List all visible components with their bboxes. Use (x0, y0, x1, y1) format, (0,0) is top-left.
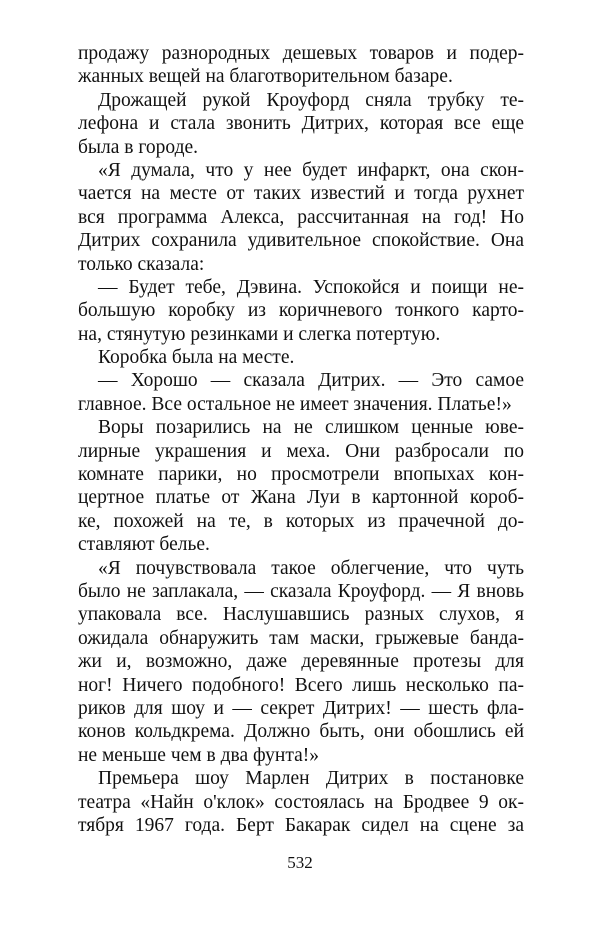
text-line: ке, похожей на те, в которых из прачечной до- (78, 510, 524, 532)
text-line: жи и, возможно, даже деревянные протезы для (78, 651, 524, 673)
text-line: «Я почувствовала такое облегчение, что чуть (98, 557, 524, 579)
text-line: лефона и стала звонить Дитрих, которая все еще (78, 113, 524, 135)
text-line: тября 1967 года. Берт Бакарак сидел на сцене за (78, 814, 524, 836)
page-number: 532 (287, 853, 313, 872)
text-line: — Хорошо — сказала Дитрих. — Это самое (98, 370, 524, 392)
text-line: на, стянутую резинками и слегка потертую. (78, 323, 441, 345)
paragraph-5 (78, 346, 524, 369)
text-line: — Будет тебе, Дэвина. Успокойся и поищи не- (98, 276, 524, 298)
text-line: Премьера шоу Марлен Дитрих в постановке (98, 768, 524, 790)
text-line: была в городе. (78, 136, 199, 158)
paragraph-6 (78, 369, 524, 416)
text-line: ожидала обнаружить там маски, грыжевые банда- (78, 627, 524, 649)
text-line: Воры позарились на не слишком ценные юве- (98, 417, 524, 439)
text-line: театра «Найн о'клок» состоялась на Бродвее 9 ок- (78, 791, 524, 813)
text-line: чается на месте от таких известий и тогда рухнет (78, 183, 524, 205)
paragraph-2 (78, 89, 524, 159)
text-line: только сказала: (78, 253, 205, 275)
paragraph-9 (78, 767, 524, 837)
paragraph-8 (78, 557, 524, 768)
text-line: не меньше чем в два фунта!» (78, 744, 319, 766)
text-line: вся программа Алекса, рассчитанная на год! Но (78, 206, 524, 228)
text-line: продажу разнородных дешевых товаров и подер- (78, 43, 524, 64)
paragraph-7 (78, 416, 524, 556)
paragraph-3 (78, 159, 524, 276)
text-line: конов кольдкрема. Должно быть, они обошлись ей (78, 721, 524, 743)
paragraph-4 (78, 276, 524, 346)
text-line: упаковала все. Наслушавшись разных слухов, я (78, 604, 524, 626)
text-line: жанных вещей на благотворительном базаре. (78, 66, 453, 88)
text-line: Дрожащей рукой Кроуфорд сняла трубку те- (98, 89, 524, 111)
text-line: ног! Ничего подобного! Всего лишь несколько па- (78, 674, 524, 696)
text-line: было не заплакала, — сказала Кроуфорд. — Я вновь (78, 580, 524, 602)
text-line: риков для шоу и — секрет Дитрих! — шесть флa- (78, 697, 524, 719)
text-line: Коробка была на месте. (98, 347, 295, 369)
text-line: лирные украшения и меха. Они разбросали по (78, 440, 524, 462)
body-text (78, 42, 524, 837)
paragraph-1 (78, 42, 524, 89)
text-line: ставляют белье. (78, 534, 210, 556)
text-line: большую коробку из коричневого тонкого карто- (78, 300, 524, 322)
text-line: Дитрих сохранила удивительное спокойствие. Она (78, 230, 524, 252)
text-line: комнате парики, но просмотрели впопыхах кон- (78, 464, 524, 486)
text-line: «Я думала, что у нее будет инфаркт, она скон- (98, 159, 524, 181)
text-line: цертное платье от Жана Луи в картонной короб- (78, 487, 524, 509)
text-line: главное. Все остальное не имеет значения. Платье!» (78, 393, 512, 415)
